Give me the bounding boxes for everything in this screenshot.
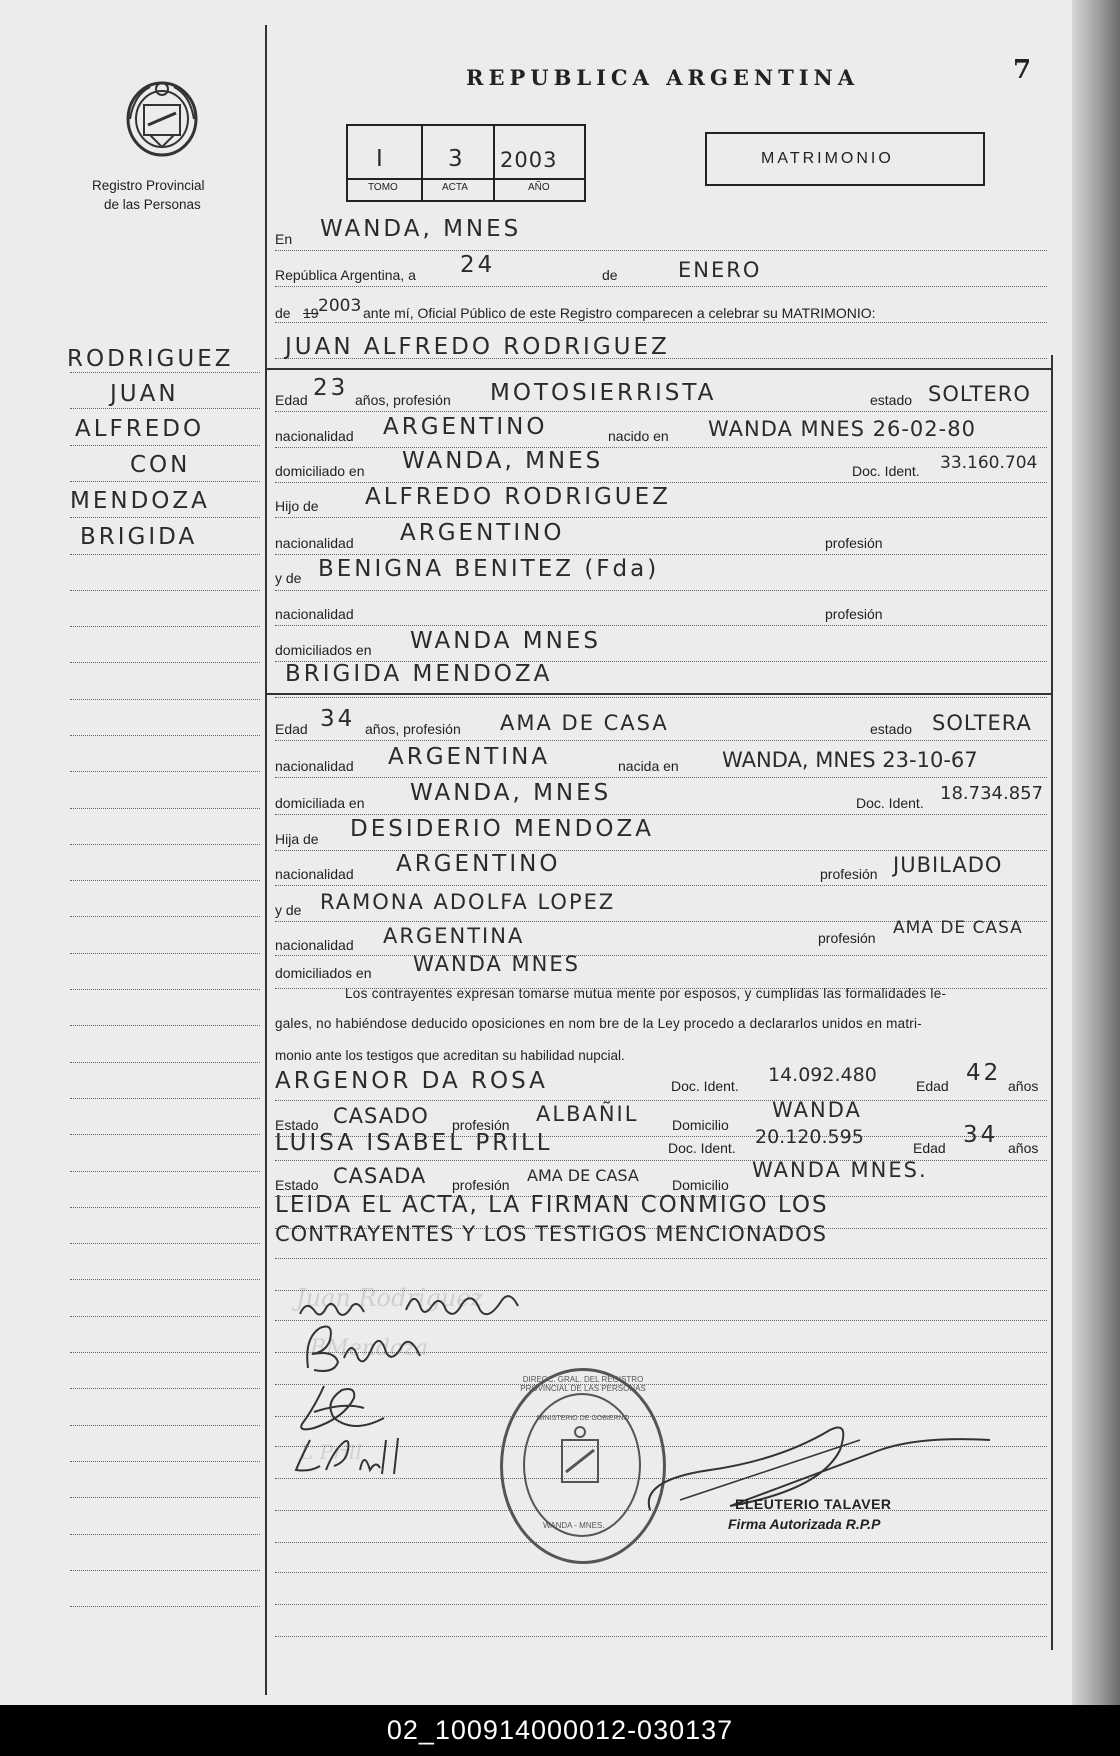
- witness1-profession: ALBAÑIL: [536, 1102, 639, 1126]
- margin-rule-line: [70, 1497, 260, 1499]
- margin-rule-line: [70, 1098, 260, 1100]
- margin-rule-line: [70, 1461, 260, 1463]
- witness2-domicilio-label: Domicilio: [672, 1177, 729, 1193]
- form-rule-line: [275, 740, 1047, 742]
- republica-label: República Argentina, a: [275, 267, 416, 283]
- seal-outer-text: DIRECC. GRAL. DEL REGISTRO PROVINCIAL DE LAS PERSONAS: [520, 1375, 646, 1393]
- office-name-line1: Registro Provincial: [92, 178, 205, 193]
- bride-domicile: WANDA, MNES: [410, 780, 612, 806]
- margin-rule-line: [70, 1279, 260, 1281]
- witness1-doc-label: Doc. Ident.: [671, 1078, 739, 1094]
- acta-value: 3: [448, 146, 466, 172]
- volume-act-year-box: [346, 124, 586, 202]
- declaration-line3: monio ante los testigos que acreditan su habilidad nupcial.: [275, 1048, 625, 1063]
- margin-rule-line: [70, 481, 260, 483]
- bride-name: BRIGIDA MENDOZA: [285, 661, 553, 687]
- groom-mother-prof-label: profesión: [825, 606, 883, 622]
- margin-rule-line: [70, 1062, 260, 1064]
- form-rule-line: [275, 447, 1047, 449]
- margin-rule-line: [70, 590, 260, 592]
- form-rule-line: [275, 1636, 1047, 1638]
- margin-rule-line: [70, 1425, 260, 1427]
- margin-surname-bride: MENDOZA: [70, 488, 210, 514]
- groom-nat-label: nacionalidad: [275, 428, 354, 444]
- intro-text: ante mí, Oficial Público de este Registro comparecen a celebrar su MATRIMONIO:: [363, 305, 876, 321]
- bride-birthplace: WANDA, MNES 23-10-67: [722, 748, 978, 772]
- margin-rule-line: [70, 1243, 260, 1245]
- margin-rule-line: [70, 1534, 260, 1536]
- margin-rule-line: [70, 1316, 260, 1318]
- year-crossed: 19: [303, 305, 319, 321]
- witness1-edad-label: Edad: [916, 1078, 949, 1094]
- margin-rule-line: [70, 445, 260, 447]
- seal-place-text: WANDA - MNES.: [543, 1521, 605, 1530]
- bride-estado-label: estado: [870, 721, 913, 737]
- tomo-label: TOMO: [368, 182, 398, 193]
- form-rule-line: [275, 1160, 1047, 1162]
- bride-nat-label: nacionalidad: [275, 758, 354, 774]
- witness1-status: CASADO: [333, 1104, 429, 1128]
- bride-father-nat-label: nacionalidad: [275, 866, 354, 882]
- bride-age: 34: [320, 706, 356, 732]
- form-rule-line: [275, 955, 1047, 957]
- form-rule-line: [275, 590, 1047, 592]
- form-rule-line: [275, 286, 1047, 288]
- year-value: 2003: [318, 296, 362, 316]
- groom-domic-label: domiciliado en: [275, 463, 365, 479]
- declaration-line2: gales, no habiéndose deducido oposiciones en nom bre de la Ley procedo a declararlos unidos en matri-: [275, 1016, 922, 1031]
- margin-rule-line: [70, 844, 260, 846]
- witness1-estado-label: Estado: [275, 1117, 319, 1133]
- closing-line1: LEIDA EL ACTA, LA FIRMAN CONMIGO LOS: [275, 1192, 829, 1218]
- bride-section-top-line: [267, 693, 1053, 695]
- form-rule-line: [275, 517, 1047, 519]
- margin-rule-line: [70, 735, 260, 737]
- witness2-signature: [290, 1430, 420, 1480]
- form-rule-line: [275, 625, 1047, 627]
- groom-marital-status: SOLTERO: [928, 382, 1031, 406]
- form-rule-line: [275, 1100, 1047, 1102]
- form-rule-line: [275, 250, 1047, 252]
- page-number: 7: [1013, 55, 1032, 85]
- form-rule-line: [275, 1542, 1047, 1544]
- margin-rule-line: [70, 953, 260, 955]
- margin-rule-line: [70, 1570, 260, 1572]
- bride-profession: AMA DE CASA: [500, 711, 669, 735]
- ano-label: AÑO: [528, 182, 550, 193]
- bride-nationality: ARGENTINA: [388, 744, 551, 770]
- bride-mother-profession: AMA DE CASA: [893, 918, 1023, 938]
- margin-rule-line: [70, 989, 260, 991]
- groom-nationality: ARGENTINO: [383, 414, 548, 440]
- margin-rule-line: [70, 1207, 260, 1209]
- groom-section-top-line: [267, 368, 1053, 370]
- groom-parents-domicile: WANDA MNES: [410, 628, 601, 654]
- groom-y-de-label: y de: [275, 570, 302, 586]
- witness2-estado-label: Estado: [275, 1177, 319, 1193]
- bride-father-nationality: ARGENTINO: [396, 851, 561, 877]
- groom-domiciliados-label: domiciliados en: [275, 642, 372, 658]
- margin-name-bride: BRIGIDA: [80, 524, 198, 550]
- witness2-doc: 20.120.595: [755, 1126, 864, 1148]
- bride-marital-status: SOLTERA: [932, 711, 1032, 735]
- de2-label: de: [275, 305, 291, 321]
- groom-mother-nat-label: nacionalidad: [275, 606, 354, 622]
- form-rule-line: [275, 1572, 1047, 1574]
- act-type-label: MATRIMONIO: [761, 150, 894, 167]
- form-rule-line: [275, 1258, 1047, 1260]
- bride-domiciliados-label: domiciliados en: [275, 965, 372, 981]
- ano-value: 2003: [500, 148, 558, 172]
- coat-of-arms-logo: [120, 75, 204, 159]
- bride-profesion-label: años, profesión: [365, 721, 461, 737]
- groom-domicile: WANDA, MNES: [402, 448, 604, 474]
- groom-edad-label: Edad: [275, 392, 308, 408]
- groom-father-nat-label: nacionalidad: [275, 535, 354, 551]
- bride-father-prof-label: profesión: [820, 866, 878, 882]
- declaration-line1: Los contrayentes expresan tomarse mutua mente por esposos, y cumplidas las formalidades le-: [345, 986, 947, 1001]
- groom-father: ALFREDO RODRIGUEZ: [365, 484, 671, 510]
- witness2-anos-label: años: [1008, 1140, 1039, 1156]
- witness2-profession: AMA DE CASA: [527, 1166, 639, 1185]
- bride-doc: 18.734.857: [940, 783, 1044, 804]
- bride-mother-prof-label: profesión: [818, 930, 876, 946]
- country-title: REPUBLICA ARGENTINA: [466, 65, 860, 90]
- witness1-signature: [294, 1378, 394, 1438]
- witness1-domicilio-label: Domicilio: [672, 1117, 729, 1133]
- form-rule-line: [275, 777, 1047, 779]
- bride-signature-text: BMendoza: [310, 1336, 428, 1361]
- margin-rule-line: [70, 408, 260, 410]
- groom-nacido-label: nacido en: [608, 428, 669, 444]
- bride-y-de-label: y de: [275, 902, 302, 918]
- acta-label: ACTA: [442, 182, 468, 193]
- groom-doc-label: Doc. Ident.: [852, 463, 920, 479]
- margin-rule-line: [70, 1388, 260, 1390]
- witness1-domicile: WANDA: [772, 1098, 862, 1122]
- groom-father-prof-label: profesión: [825, 535, 883, 551]
- bride-signature: [300, 1318, 440, 1378]
- form-rule-line: [275, 411, 1047, 413]
- groom-profesion-label: años, profesión: [355, 392, 451, 408]
- bride-domic-label: domiciliada en: [275, 795, 365, 811]
- groom-father-nationality: ARGENTINO: [400, 520, 565, 546]
- form-rule-line: [275, 850, 1047, 852]
- groom-name: JUAN ALFREDO RODRIGUEZ: [285, 334, 670, 360]
- groom-hijo-label: Hijo de: [275, 498, 319, 514]
- margin-rule-line: [70, 554, 260, 556]
- form-rule-line: [275, 697, 1047, 699]
- bride-mother-nat-label: nacionalidad: [275, 937, 354, 953]
- office-name-line2: de las Personas: [104, 197, 201, 212]
- margin-rule-line: [70, 808, 260, 810]
- margin-rule-line: [70, 1352, 260, 1354]
- act-type-box: [705, 132, 985, 186]
- form-rule-line: [275, 322, 1047, 324]
- witness2-edad-label: Edad: [913, 1140, 946, 1156]
- margin-name1-groom: JUAN: [110, 381, 179, 407]
- bride-doc-label: Doc. Ident.: [856, 795, 924, 811]
- en-label: En: [275, 231, 293, 247]
- form-rule-line: [275, 1604, 1047, 1606]
- month-value: ENERO: [678, 258, 762, 282]
- groom-doc: 33.160.704: [940, 453, 1038, 473]
- margin-rule-line: [70, 626, 260, 628]
- official-title: Firma Autorizada R.P.P: [728, 1516, 881, 1532]
- bride-father-profession: JUBILADO: [893, 853, 1003, 877]
- form-rule-line: [275, 885, 1047, 887]
- bride-edad-label: Edad: [275, 721, 308, 737]
- margin-rule-line: [70, 880, 260, 882]
- seal-inner-text: MINISTERIO DE GOBIERNO: [536, 1415, 630, 1422]
- groom-mother: BENIGNA BENITEZ (Fda): [318, 556, 660, 582]
- bride-nacida-label: nacida en: [618, 758, 679, 774]
- witness2-profesion-label: profesión: [452, 1177, 510, 1193]
- witness1-profesion-label: profesión: [452, 1117, 510, 1133]
- groom-signature-text: Juan Rodriguez: [296, 1284, 484, 1312]
- margin-rule-line: [70, 372, 260, 374]
- de-label: de: [602, 267, 618, 283]
- right-border-line: [1051, 355, 1053, 1650]
- scan-id-footer: 02_100914000012-030137: [0, 1705, 1120, 1756]
- book-edge: [1072, 0, 1120, 1705]
- place-value: WANDA, MNES: [320, 216, 522, 242]
- bride-mother: RAMONA ADOLFA LOPEZ: [320, 890, 616, 914]
- groom-profession: MOTOSIERRISTA: [490, 380, 717, 406]
- official-name: ELEUTERIO TALAVER: [735, 1496, 892, 1512]
- witness2-doc-label: Doc. Ident.: [668, 1140, 736, 1156]
- margin-divider-line: [265, 25, 267, 1695]
- bride-hija-label: Hija de: [275, 831, 319, 847]
- bride-father: DESIDERIO MENDOZA: [350, 816, 654, 842]
- witness2-status: CASADA: [333, 1164, 427, 1188]
- groom-birthplace: WANDA MNES 26-02-80: [708, 417, 976, 441]
- margin-rule-line: [70, 771, 260, 773]
- witness2-age: 34: [963, 1122, 999, 1148]
- bride-parents-domicile: WANDA MNES: [413, 952, 580, 976]
- day-value: 24: [460, 252, 496, 278]
- witness1-doc: 14.092.480: [768, 1064, 877, 1086]
- witness1-name: ARGENOR DA ROSA: [275, 1068, 548, 1094]
- witness1-anos-label: años: [1008, 1078, 1039, 1094]
- margin-con: CON: [130, 452, 191, 478]
- margin-rule-line: [70, 662, 260, 664]
- bride-mother-nationality: ARGENTINA: [383, 924, 525, 948]
- margin-rule-line: [70, 1025, 260, 1027]
- margin-rule-line: [70, 1606, 260, 1608]
- witness1-age: 42: [966, 1060, 1002, 1086]
- margin-name2-groom: ALFREDO: [75, 416, 205, 442]
- closing-line2: CONTRAYENTES Y LOS TESTIGOS MENCIONADOS: [275, 1222, 827, 1246]
- groom-estado-label: estado: [870, 392, 913, 408]
- margin-surname-groom: RODRIGUEZ: [67, 346, 234, 372]
- margin-rule-line: [70, 1134, 260, 1136]
- witness2-name: LUISA ISABEL PRILL: [275, 1130, 553, 1156]
- margin-rule-line: [70, 517, 260, 519]
- margin-rule-line: [70, 699, 260, 701]
- margin-rule-line: [70, 916, 260, 918]
- witness2-domicile: WANDA MNES.: [752, 1158, 928, 1182]
- groom-age: 23: [313, 375, 349, 401]
- tomo-value: I: [376, 146, 386, 172]
- witness2-signature-text: L Prill: [300, 1440, 362, 1464]
- margin-rule-line: [70, 1171, 260, 1173]
